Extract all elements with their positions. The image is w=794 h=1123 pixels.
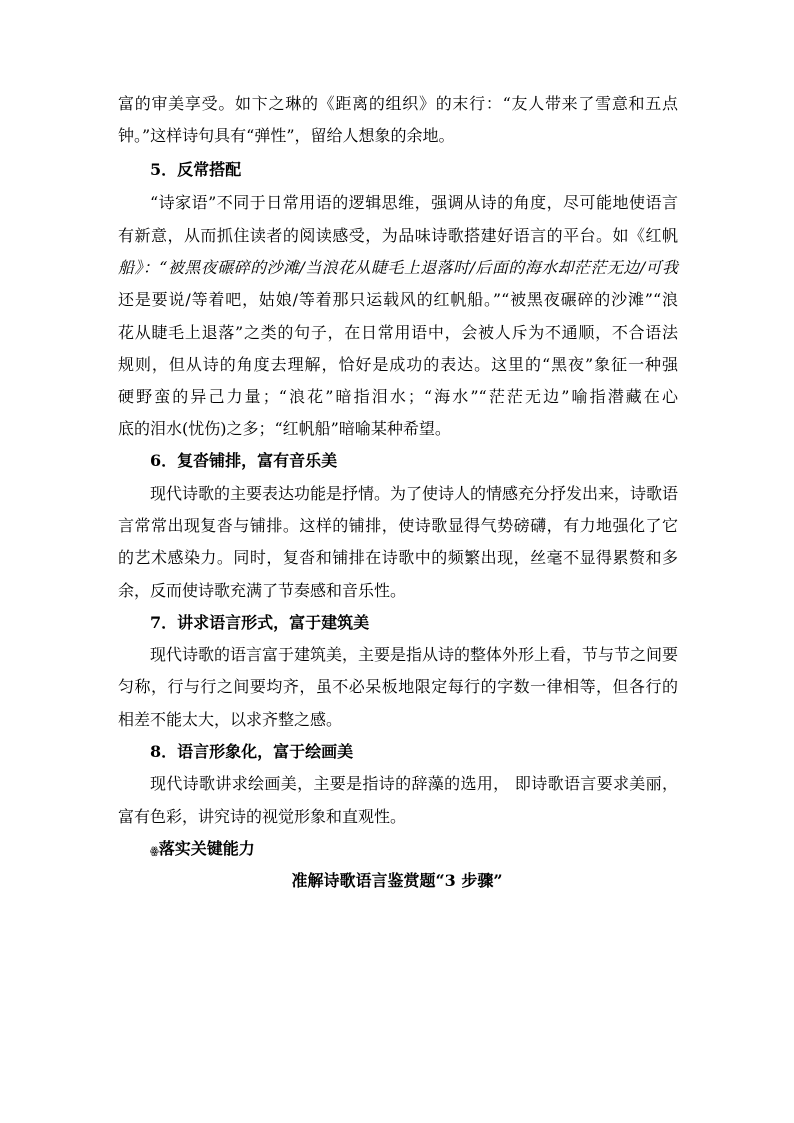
key-ability-heading: [150, 839, 678, 862]
paragraph-line: 现代诗歌讲求绘画美，主要是指诗的辞藻的选用， 即诗歌语言要求美丽，: [150, 774, 678, 793]
paragraph-line: “诗家语”不同于日常用语的逻辑思维，强调从诗的角度，尽可能地使语言: [150, 193, 678, 212]
paragraph-line: 还是要说/等着吧，姑娘/等着那只运载风的红帆船。”“被黑夜碾碎的沙滩”“浪: [118, 290, 678, 309]
paragraph-line: 现代诗歌的主要表达功能是抒情。为了使诗人的情感充分抒发出来，诗歌语: [150, 484, 679, 503]
section-marker-icon: ꙮ: [150, 846, 158, 857]
section-heading-6: 6．复沓铺排，富有音乐美: [150, 451, 338, 470]
paragraph-line: 有新意，从而抓住读者的阅读感受，为品味诗歌搭建好语言的平台。如《红帆: [118, 226, 678, 245]
paragraph-line: 富有色彩，讲究诗的视觉形象和直观性。: [118, 807, 407, 826]
paragraph-line: 的艺术感染力。同时，复沓和铺排在诗歌中的频繁出现，丝毫不显得累赘和多: [118, 548, 678, 567]
paragraph-line: 花从睫毛上退落”之类的句子，在日常用语中，会被人斥为不通顺，不合语法: [118, 323, 678, 342]
paragraph-line: 现代诗歌的语言富于建筑美，主要是指从诗的整体外形上看，节与节之间要: [150, 645, 679, 664]
paragraph-line: 船》：“被黑夜碾碎的沙滩/当浪花从睫毛上退落时/后面的海水却茫茫无边/可我: [118, 258, 678, 277]
paragraph-line: 相差不能太大，以求齐整之感。: [118, 710, 343, 729]
section-heading-5: 5．反常搭配: [150, 160, 242, 179]
key-ability-label: 落实关键能力: [158, 839, 255, 858]
subtitle: 准解诗歌语言鉴赏题“3 步骤”: [291, 871, 503, 890]
section-heading-7: 7．讲求语言形式，富于建筑美: [150, 613, 370, 632]
paragraph-line: 富的审美享受。如卞之琳的《距离的组织》的末行：“友人带来了雪意和五点: [118, 94, 678, 113]
paragraph-line: 硬野蛮的异己力量；“浪花”暗指泪水；“海水”“茫茫无边”喻指潜藏在心: [118, 387, 678, 406]
paragraph-line: 匀称，行与行之间要均齐，虽不必呆板地限定每行的字数一律相等，但各行的: [118, 677, 678, 696]
paragraph-line: 底的泪水(忧伤)之多；“红帆船”暗喻某种希望。: [118, 419, 451, 438]
paragraph-line: 规则，但从诗的角度去理解，恰好是成功的表达。这里的“黑夜”象征一种强: [118, 355, 678, 374]
section-heading-8: 8．语言形象化，富于绘画美: [150, 742, 354, 761]
paragraph-line: 余，反而使诗歌充满了节奏感和音乐性。: [118, 581, 407, 600]
paragraph-line: 言常常出现复沓与铺排。这样的铺排，使诗歌显得气势磅礴，有力地强化了它: [118, 516, 678, 535]
paragraph-line: 钟。”这样诗句具有“弹性”，留给人想象的余地。: [118, 126, 455, 145]
